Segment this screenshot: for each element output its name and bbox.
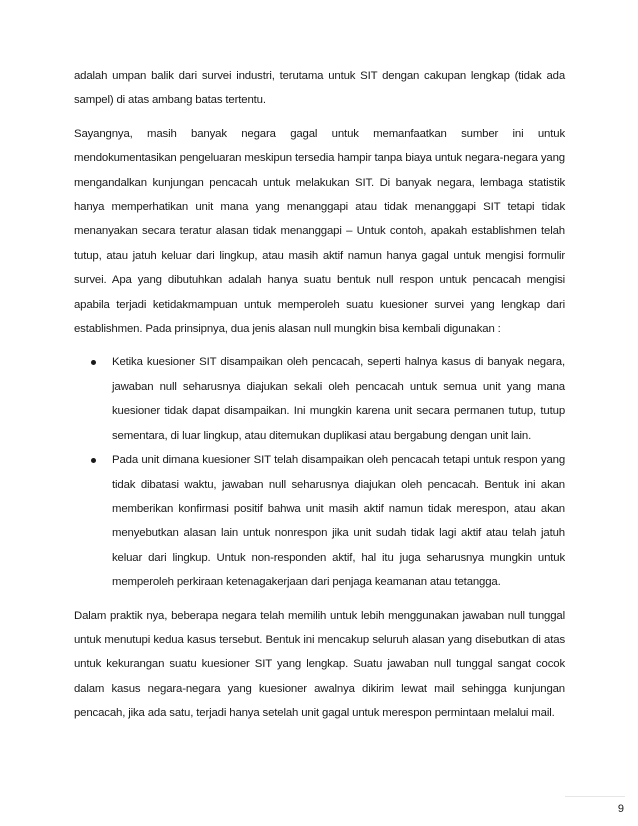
paragraph-sayangnya: Sayangnya, masih banyak negara gagal untuk memanfaatkan sumber ini untuk mendokumentasikan pengeluaran meskipun tersedia hampir tanpa biaya untuk negara-negara yang mengandalkan kunjungan pencacah untuk melakukan SIT. Di banyak negara, lembaga statistik hanya memperhatikan unit mana yang menanggapi atau tidak menanggapi SIT tetapi tidak menanyakan secara teratur alasan tidak menanggapi – Untuk contoh, apakah establishmen telah tutup, atau jatuh keluar dari lingkup, atau masih aktif namun hanya gagal untuk mengisi formulir survei. Apa yang dibutuhkan adalah hanya suatu bentuk null respon untuk pencacah mengisi apabila terjadi ketidakmampuan untuk memperoleh suatu kuesioner survei yang lengkap dari establishmen. Pada prinsipnya, dua jenis alasan null mungkin bisa kembali digunakan :: [74, 127, 565, 336]
bullet-text: Pada unit dimana kuesioner SIT telah disampaikan oleh pencacah tetapi untuk respon yang tidak dibatasi waktu, jawaban null seharusnya diajukan oleh pencacah. Bentuk ini akan memberikan konfirmasi positif bahwa unit masih aktif namun tidak merespon, atau akan menyebutkan alasan lain untuk nonrespon jika unit sudah tidak lagi aktif atau telah jatuh keluar dari lingkup. Untuk non-responden aktif, hal itu juga seharusnya mungkin untuk memperoleh perkiraan ketenagakerjaan dari penjaga keamanan atau tetangga.: [112, 454, 565, 589]
paragraph-dalam-praktik: Dalam praktik nya, beberapa negara telah memilih untuk lebih menggunakan jawaban null tunggal untuk menutupi kedua kasus tersebut. Bentuk ini mencakup seluruh alasan yang disebutkan di atas untuk kekurangan suatu kuesioner SIT yang lengkap. Suatu jawaban null tunggal sangat cocok dalam kasus negara-negara yang kuesioner awalnya dikirim lewat mail sehingga kunjungan pencacah, jika ada satu, terjadi hanya setelah unit gagal untuk merespon permintaan melalui mail.: [74, 609, 565, 720]
footer-divider: [565, 796, 625, 797]
bullet-dot-icon: [91, 458, 96, 463]
paragraph-continuation: adalah umpan balik dari survei industri, terutama untuk SIT dengan cakupan lengkap (tidak ada sampel) di atas ambang batas tertentu.: [74, 70, 565, 107]
page-number: 9: [617, 803, 624, 815]
bullet-list: [74, 350, 565, 594]
bullet-dot-icon: [91, 360, 96, 365]
bullet-item-delivered-by-enumerator: [74, 350, 565, 448]
body-text: [74, 64, 565, 735]
bullet-item-no-time-limit: [74, 448, 565, 594]
bullet-text: Ketika kuesioner SIT disampaikan oleh pencacah, seperti halnya kasus di banyak negara, jawaban null seharusnya diajukan sekali oleh pencacah untuk semua unit yang mana kuesioner tidak dapat disampaikan. Ini mungkin karena unit secara permanen tutup, tutup sementara, di luar lingkup, atau ditemukan duplikasi atau bergabung dengan unit lain.: [112, 356, 565, 442]
